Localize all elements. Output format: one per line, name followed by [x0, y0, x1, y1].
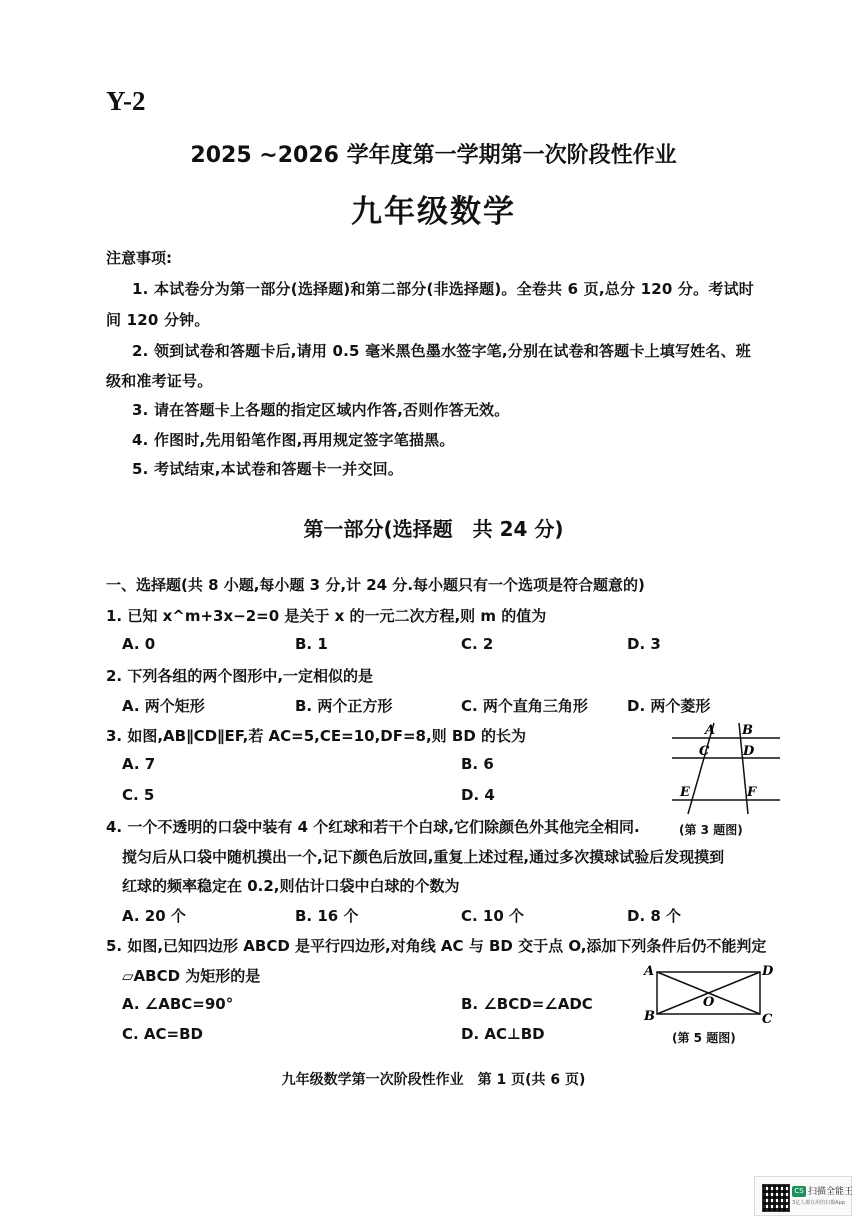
label-f: F — [747, 785, 757, 800]
notice-item: 5. 考试结束,本试卷和答题卡一并交回。 — [132, 460, 404, 478]
question-4-line: 红球的频率稳定在 0.2,则估计口袋中白球的个数为 — [122, 877, 460, 895]
q3-option-a: A. 7 — [122, 755, 156, 773]
q1-option-d: D. 3 — [627, 635, 661, 653]
notice-item: 3. 请在答题卡上各题的指定区域内作答,否则作答无效。 — [132, 401, 510, 419]
label-a: A — [644, 964, 655, 979]
question-1-stem: 1. 已知 x^m+3x−2=0 是关于 x 的一元二次方程,则 m 的值为 — [106, 607, 547, 625]
q4-option-d: D. 8 个 — [627, 907, 682, 925]
q3-option-c: C. 5 — [122, 786, 155, 804]
section-heading: 一、选择题(共 8 小题,每小题 3 分,计 24 分.每小题只有一个选项是符合题意的) — [106, 576, 645, 594]
page-footer: 九年级数学第一次阶段性作业 第 1 页(共 6 页) — [281, 1072, 586, 1088]
subject-title: 九年级数学 — [351, 194, 516, 230]
label-b: B — [742, 723, 753, 738]
notice-item: 2. 领到试卷和答题卡后,请用 0.5 毫米黑色墨水签字笔,分别在试卷和答题卡上填写姓名、班 — [132, 342, 751, 360]
scanner-app-name: 扫描全能王 — [808, 1187, 854, 1197]
question-3-stem: 3. 如图,AB∥CD∥EF,若 AC=5,CE=10,DF=8,则 BD 的长为 — [106, 727, 527, 745]
q5-option-a: A. ∠ABC=90° — [122, 995, 234, 1013]
q5-option-c: C. AC=BD — [122, 1025, 203, 1043]
notice-item: 4. 作图时,先用铅笔作图,再用规定签字笔描黑。 — [132, 431, 455, 449]
q2-option-d: D. 两个菱形 — [627, 697, 711, 715]
q1-option-c: C. 2 — [461, 635, 494, 653]
label-o: O — [703, 995, 715, 1010]
q2-option-a: A. 两个矩形 — [122, 697, 205, 715]
question-2-stem: 2. 下列各组的两个图形中,一定相似的是 — [106, 667, 374, 685]
notice-item: 间 120 分钟。 — [106, 311, 210, 329]
q4-option-c: C. 10 个 — [461, 907, 525, 925]
question-5-line: 5. 如图,已知四边形 ABCD 是平行四边形,对角线 AC 与 BD 交于点 O,添加下列条件后仍不能判定 — [106, 937, 767, 955]
part-title: 第一部分(选择题 共 24 分) — [303, 517, 564, 541]
q1-option-b: B. 1 — [295, 635, 328, 653]
q1-option-a: A. 0 — [122, 635, 156, 653]
label-e: E — [680, 785, 690, 800]
q5-option-b: B. ∠BCD=∠ADC — [461, 995, 593, 1013]
q4-option-a: A. 20 个 — [122, 907, 186, 925]
q5-option-d: D. AC⊥BD — [461, 1025, 545, 1043]
question-5-line: ▱ABCD 为矩形的是 — [122, 967, 261, 985]
q3-figure-caption: (第 3 题图) — [679, 823, 743, 837]
label-c: C — [762, 1012, 773, 1027]
label-d: D — [762, 964, 774, 979]
q4-option-b: B. 16 个 — [295, 907, 359, 925]
q3-option-d: D. 4 — [461, 786, 495, 804]
notice-item: 级和准考证号。 — [106, 372, 213, 390]
q5-rectangle-figure — [640, 960, 780, 1030]
label-b: B — [644, 1009, 655, 1024]
question-4-line: 4. 一个不透明的口袋中装有 4 个红球和若干个白球,它们除颜色外其他完全相同. — [106, 818, 640, 836]
label-d: D — [743, 744, 755, 759]
scanner-logo-icon: CS — [792, 1186, 806, 1197]
q5-figure-caption: (第 5 题图) — [672, 1031, 736, 1045]
q3-option-b: B. 6 — [461, 755, 494, 773]
label-a: A — [705, 723, 716, 738]
notice-item: 1. 本试卷分为第一部分(选择题)和第二部分(非选择题)。全卷共 6 页,总分 120 分。考试时 — [132, 280, 754, 298]
exam-title: 2025 ~2026 学年度第一学期第一次阶段性作业 — [190, 143, 677, 168]
qr-code-icon — [762, 1184, 790, 1212]
label-c: C — [699, 744, 710, 759]
scanner-tagline: 3亿人都在用的扫描App — [792, 1200, 845, 1206]
question-4-line: 搅匀后从口袋中随机摸出一个,记下颜色后放回,重复上述过程,通过多次摸球试验后发现摸到 — [122, 848, 725, 866]
notice-heading: 注意事项: — [106, 249, 172, 267]
q2-option-c: C. 两个直角三角形 — [461, 697, 588, 715]
q3-parallel-lines-figure — [670, 718, 790, 818]
paper-code: Y-2 — [106, 86, 146, 116]
q2-option-b: B. 两个正方形 — [295, 697, 393, 715]
